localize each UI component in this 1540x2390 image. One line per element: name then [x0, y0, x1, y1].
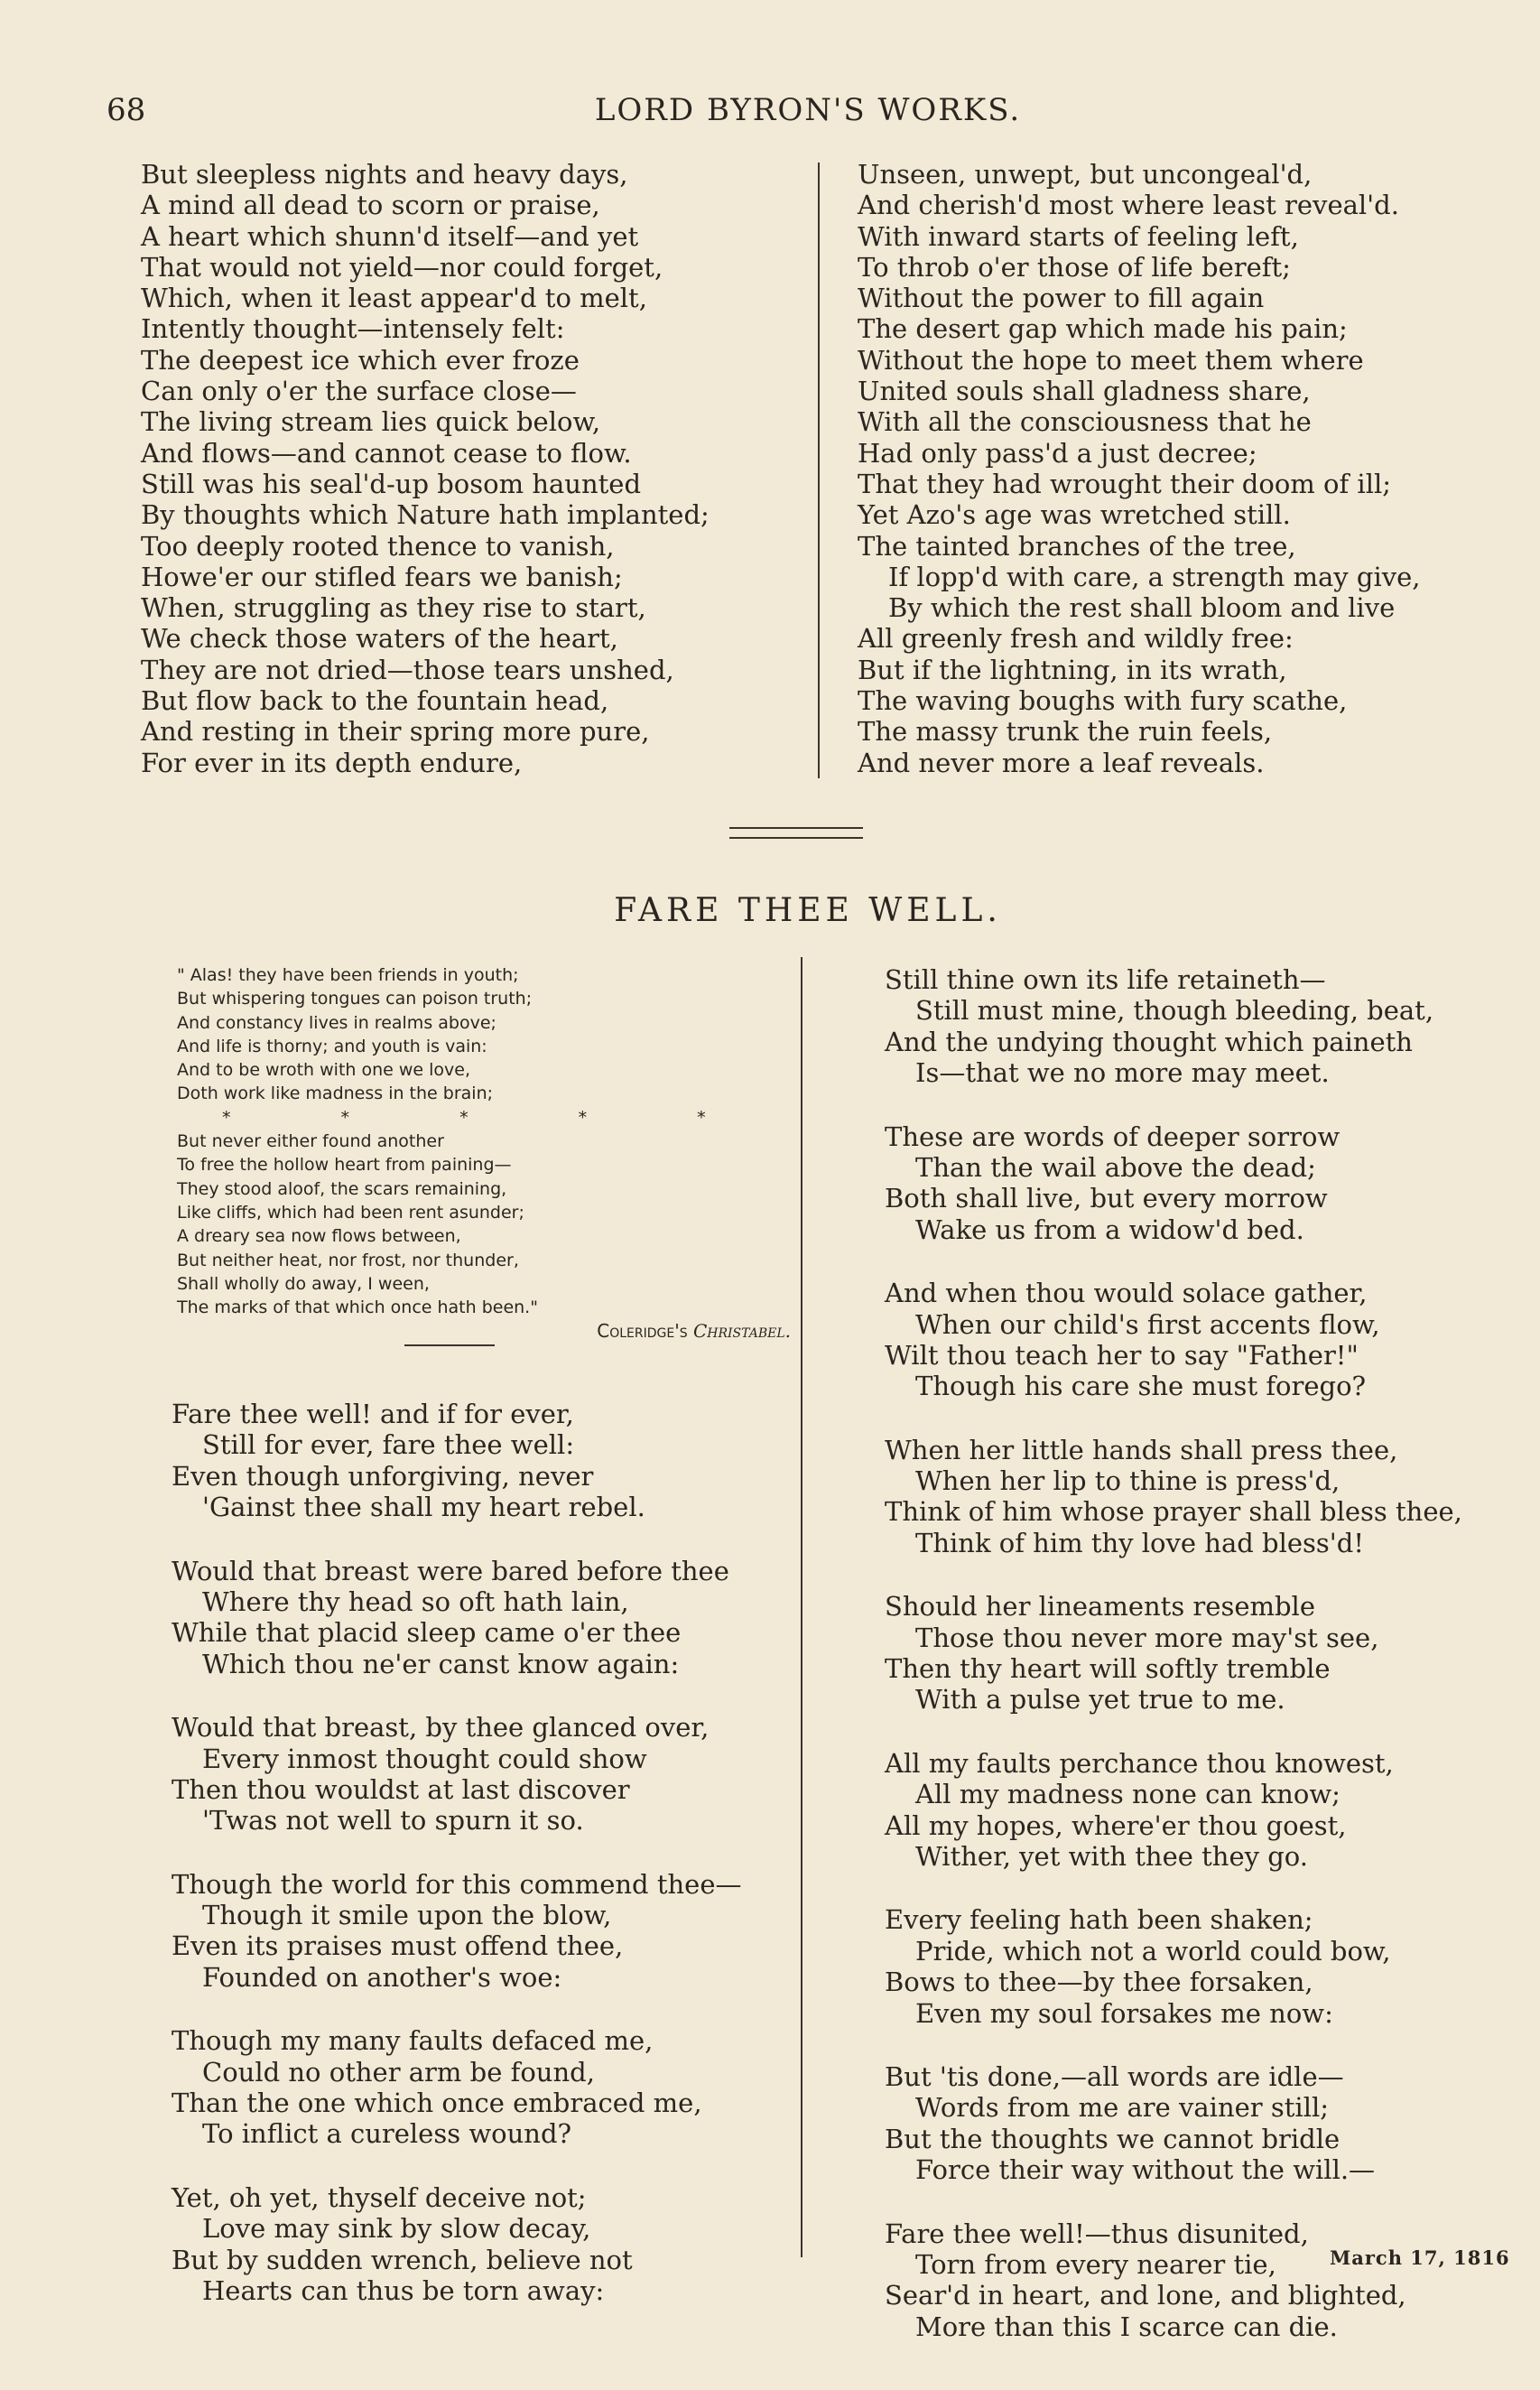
- verse-line: Think of him whose prayer shall bless thee,: [885, 1496, 1462, 1528]
- verse-line: And flows—and cannot cease to flow.: [141, 437, 632, 469]
- verse-line: Though my many faults defaced me,: [172, 2025, 654, 2057]
- poem-right-column: [885, 964, 1462, 2375]
- verse-line: Is—that we no more may meet.: [915, 1057, 1330, 1089]
- stanza: [885, 1591, 1462, 1716]
- verse-line: Still thine own its life retaineth—: [885, 964, 1326, 995]
- verse-line: 'Gainst thee shall my heart rebel.: [202, 1492, 645, 1523]
- verse-line: Still was his seal'd-up bosom haunted: [141, 468, 642, 499]
- running-head: LORD BYRON'S WORKS.: [594, 92, 1022, 128]
- stanza: [172, 1712, 742, 1837]
- verse-line: Force their way without the will.—: [915, 2154, 1376, 2186]
- verse-line: Wilt thou teach her to say "Father!": [885, 1339, 1359, 1371]
- verse-line: They are not dried—those tears unshed,: [141, 654, 674, 685]
- verse-line: But sleepless nights and heavy days,: [141, 159, 628, 190]
- epigraph-ellipsis: * * * * *: [222, 1107, 758, 1128]
- verse-line: These are words of deeper sorrow: [885, 1121, 1341, 1152]
- stanza: [172, 1869, 742, 1994]
- verse-line: 'Twas not well to spurn it so.: [202, 1805, 584, 1837]
- verse-line: Then thy heart will softly tremble: [885, 1653, 1331, 1685]
- stanza: [885, 1278, 1462, 1402]
- verse-line: If lopp'd with care, a strength may give,: [888, 561, 1421, 592]
- page-number: 68: [107, 92, 146, 128]
- epigraph-line: They stood aloof, the scars remaining,: [177, 1178, 507, 1199]
- epigraph-lines: [177, 963, 791, 1319]
- stanza: [172, 1399, 742, 1523]
- verse-line: Where thy head so oft hath lain,: [202, 1586, 629, 1617]
- verse-line: Fare thee well! and if for ever,: [172, 1399, 574, 1429]
- verse-line: By thoughts which Nature hath implanted;: [141, 499, 710, 531]
- verse-line: Bows to thee—by thee forsaken,: [885, 1967, 1313, 1998]
- verse-line: But 'tis done,—all words are idle—: [885, 2060, 1344, 2092]
- poem-title: FARE THEE WELL.: [614, 892, 1002, 929]
- verse-line: But if the lightning, in its wrath,: [858, 654, 1287, 685]
- verse-line: And the undying thought which paineth: [885, 1026, 1413, 1057]
- verse-line: United souls shall gladness share,: [858, 376, 1311, 407]
- epigraph-line: Shall wholly do away, I ween,: [177, 1273, 430, 1294]
- verse-line: Even its praises must offend thee,: [172, 1930, 624, 1962]
- verse-line: All my madness none can know;: [915, 1779, 1341, 1810]
- stanza: [885, 1748, 1462, 1873]
- verse-line: With a pulse yet true to me.: [915, 1684, 1285, 1716]
- verse-line: Though it smile upon the blow,: [202, 1900, 612, 1931]
- stanza: [885, 1435, 1462, 1559]
- verse-line: Yet, oh yet, thyself deceive not;: [172, 2181, 587, 2213]
- verse-line: For ever in its depth endure,: [141, 747, 523, 778]
- verse-line: But flow back to the fountain head,: [141, 685, 609, 717]
- verse-line: The deepest ice which ever froze: [141, 344, 580, 376]
- verse-line: The living stream lies quick below,: [141, 406, 601, 438]
- verse-line: To inflict a cureless wound?: [202, 2118, 572, 2150]
- stanza: [885, 1121, 1462, 1246]
- verse-line: All my faults perchance thou knowest,: [885, 1747, 1394, 1779]
- verse-line: Hearts can thus be torn away:: [202, 2274, 605, 2306]
- verse-line: Than the one which once embraced me,: [172, 2088, 702, 2119]
- verse-line: Love may sink by slow decay,: [202, 2213, 591, 2245]
- epigraph-line: The marks of that which once hath been.": [177, 1297, 538, 1318]
- verse-line: And when thou would solace gather,: [885, 1278, 1368, 1309]
- verse-line: Could no other arm be found,: [202, 2056, 595, 2088]
- verse-line: Though his care she must forego?: [915, 1371, 1367, 1402]
- verse-line: When, struggling as they rise to start,: [141, 592, 646, 624]
- epigraph-line: And constancy lives in realms above;: [177, 1012, 496, 1033]
- verse-line: Think of him thy love had bless'd!: [915, 1527, 1364, 1558]
- verse-line: The waving boughs with fury scathe,: [858, 685, 1348, 717]
- epigraph-line: Doth work like madness in the brain;: [177, 1083, 494, 1104]
- verse-line: When our child's first accents flow,: [915, 1308, 1380, 1340]
- verse-line: To throb o'er those of life bereft;: [858, 251, 1291, 283]
- verse-line: A heart which shunn'd itself—and yet: [141, 220, 639, 252]
- verse-line: Every feeling hath been shaken;: [885, 1904, 1313, 1936]
- verse-line: But the thoughts we cannot bridle: [885, 2123, 1341, 2154]
- verse-line: Even though unforgiving, never: [172, 1460, 594, 1492]
- epigraph-line: But never either found another: [177, 1131, 444, 1152]
- top-left-column: [141, 159, 710, 778]
- verse-line: Fare thee well!—thus disunited,: [885, 2218, 1309, 2249]
- verse-line: Without the power to fill again: [858, 283, 1265, 314]
- verse-line: We check those waters of the heart,: [141, 623, 618, 655]
- verse-line: When her lip to thine is press'd,: [915, 1465, 1341, 1497]
- verse-line: All my hopes, where'er thou goest,: [885, 1809, 1347, 1841]
- verse-line: Those thou never more may'st see,: [915, 1622, 1379, 1653]
- column-rule: [801, 957, 802, 2257]
- verse-line: While that placid sleep came o'er thee: [172, 1617, 682, 1649]
- verse-line: Though the world for this commend thee—: [172, 1868, 742, 1900]
- verse-line: Which, when it least appear'd to melt,: [141, 283, 647, 314]
- verse-line: Intently thought—intensely felt:: [141, 313, 565, 345]
- verse-line: But by sudden wrench, believe not: [172, 2244, 633, 2275]
- verse-line: That would not yield—nor could forget,: [141, 251, 663, 283]
- verse-line: Every inmost thought could show: [202, 1743, 647, 1774]
- verse-line: With inward starts of feeling left,: [858, 220, 1299, 252]
- verse-line: And never more a leaf reveals.: [858, 747, 1265, 778]
- top-right-column: [858, 159, 1421, 778]
- verse-line: Still for ever, fare thee well:: [202, 1429, 575, 1461]
- verse-line: That they had wrought their doom of ill;: [858, 468, 1392, 499]
- epigraph: [177, 963, 791, 1344]
- epigraph-line: To free the hollow heart from paining—: [177, 1155, 512, 1176]
- verse-line: Should her lineaments resemble: [885, 1591, 1315, 1623]
- verse-line: Even my soul forsakes me now:: [915, 1997, 1333, 2029]
- verse-line: Too deeply rooted thence to vanish,: [141, 530, 615, 562]
- verse-line: Unseen, unwept, but uncongeal'd,: [858, 159, 1313, 190]
- poem-date: March 17, 1816: [1330, 2246, 1510, 2269]
- verse-line: The massy trunk the ruin feels,: [858, 716, 1273, 748]
- verse-line: When her little hands shall press thee,: [885, 1434, 1398, 1465]
- epigraph-line: And to be wroth with one we love,: [177, 1060, 471, 1081]
- epigraph-source: Christabel.: [692, 1320, 791, 1343]
- verse-line: Both shall live, but every morrow: [885, 1183, 1328, 1214]
- stanza: [885, 2218, 1462, 2343]
- verse-line: Words from me are vainer still;: [915, 2092, 1330, 2124]
- verse-line: Than the wail above the dead;: [915, 1151, 1316, 1183]
- verse-line: A mind all dead to scorn or praise,: [141, 190, 600, 221]
- epigraph-line: But neither heat, nor frost, nor thunder,: [177, 1250, 519, 1270]
- epigraph-line: But whispering tongues can poison truth;: [177, 989, 533, 1009]
- verse-line: Sear'd in heart, and lone, and blighted,: [885, 2280, 1406, 2311]
- verse-line: Then thou wouldst at last discover: [172, 1773, 630, 1805]
- verse-line: Howe'er our stifled fears we banish;: [141, 561, 623, 592]
- verse-line: Torn from every nearer tie,: [915, 2248, 1276, 2280]
- stanza: [885, 1904, 1462, 2029]
- verse-line: By which the rest shall bloom and live: [888, 592, 1396, 624]
- verse-line: Still must mine, though bleeding, beat,: [915, 995, 1434, 1027]
- column-rule: [818, 163, 820, 778]
- verse-line: Pride, which not a world could bow,: [915, 1935, 1391, 1967]
- verse-line: The tainted branches of the tree,: [858, 530, 1296, 562]
- epigraph-line: Like cliffs, which had been rent asunder;: [177, 1202, 524, 1223]
- section-divider: [729, 827, 863, 839]
- verse-line: The desert gap which made his pain;: [858, 313, 1348, 345]
- epigraph-rule: [404, 1344, 495, 1346]
- verse-line: And cherish'd most where least reveal'd.: [858, 190, 1399, 221]
- epigraph-line: " Alas! they have been friends in youth;: [177, 965, 519, 985]
- verse-line: Founded on another's woe:: [202, 1961, 562, 1993]
- verse-line: With all the consciousness that he: [858, 406, 1312, 438]
- verse-line: Which thou ne'er canst know again:: [202, 1648, 680, 1679]
- stanza: [885, 964, 1462, 1089]
- verse-line: Can only o'er the surface close—: [141, 376, 577, 407]
- verse-line: Would that breast, by thee glanced over,: [172, 1712, 710, 1744]
- verse-line: Wither, yet with thee they go.: [915, 1840, 1308, 1872]
- stanza: [885, 2061, 1462, 2186]
- verse-line: More than this I scarce can die.: [915, 2311, 1338, 2342]
- epigraph-attribution: [177, 1319, 791, 1343]
- epigraph-author: Coleridge's: [597, 1320, 688, 1343]
- verse-line: Had only pass'd a just decree;: [858, 437, 1257, 469]
- epigraph-line: A dreary sea now flows between,: [177, 1226, 461, 1247]
- stanza: [172, 2182, 742, 2307]
- stanza: [172, 2025, 742, 2150]
- verse-line: Wake us from a widow'd bed.: [915, 1214, 1304, 1245]
- verse-line: All greenly fresh and wildly free:: [858, 623, 1294, 655]
- epigraph-line: And life is thorny; and youth is vain:: [177, 1036, 487, 1056]
- stanza: [172, 1556, 742, 1680]
- verse-line: Yet Azo's age was wretched still.: [858, 499, 1291, 531]
- poem-left-column: [172, 1399, 742, 2339]
- verse-line: Would that breast were bared before thee: [172, 1555, 729, 1586]
- verse-line: And resting in their spring more pure,: [141, 716, 650, 748]
- verse-line: Without the hope to meet them where: [858, 344, 1364, 376]
